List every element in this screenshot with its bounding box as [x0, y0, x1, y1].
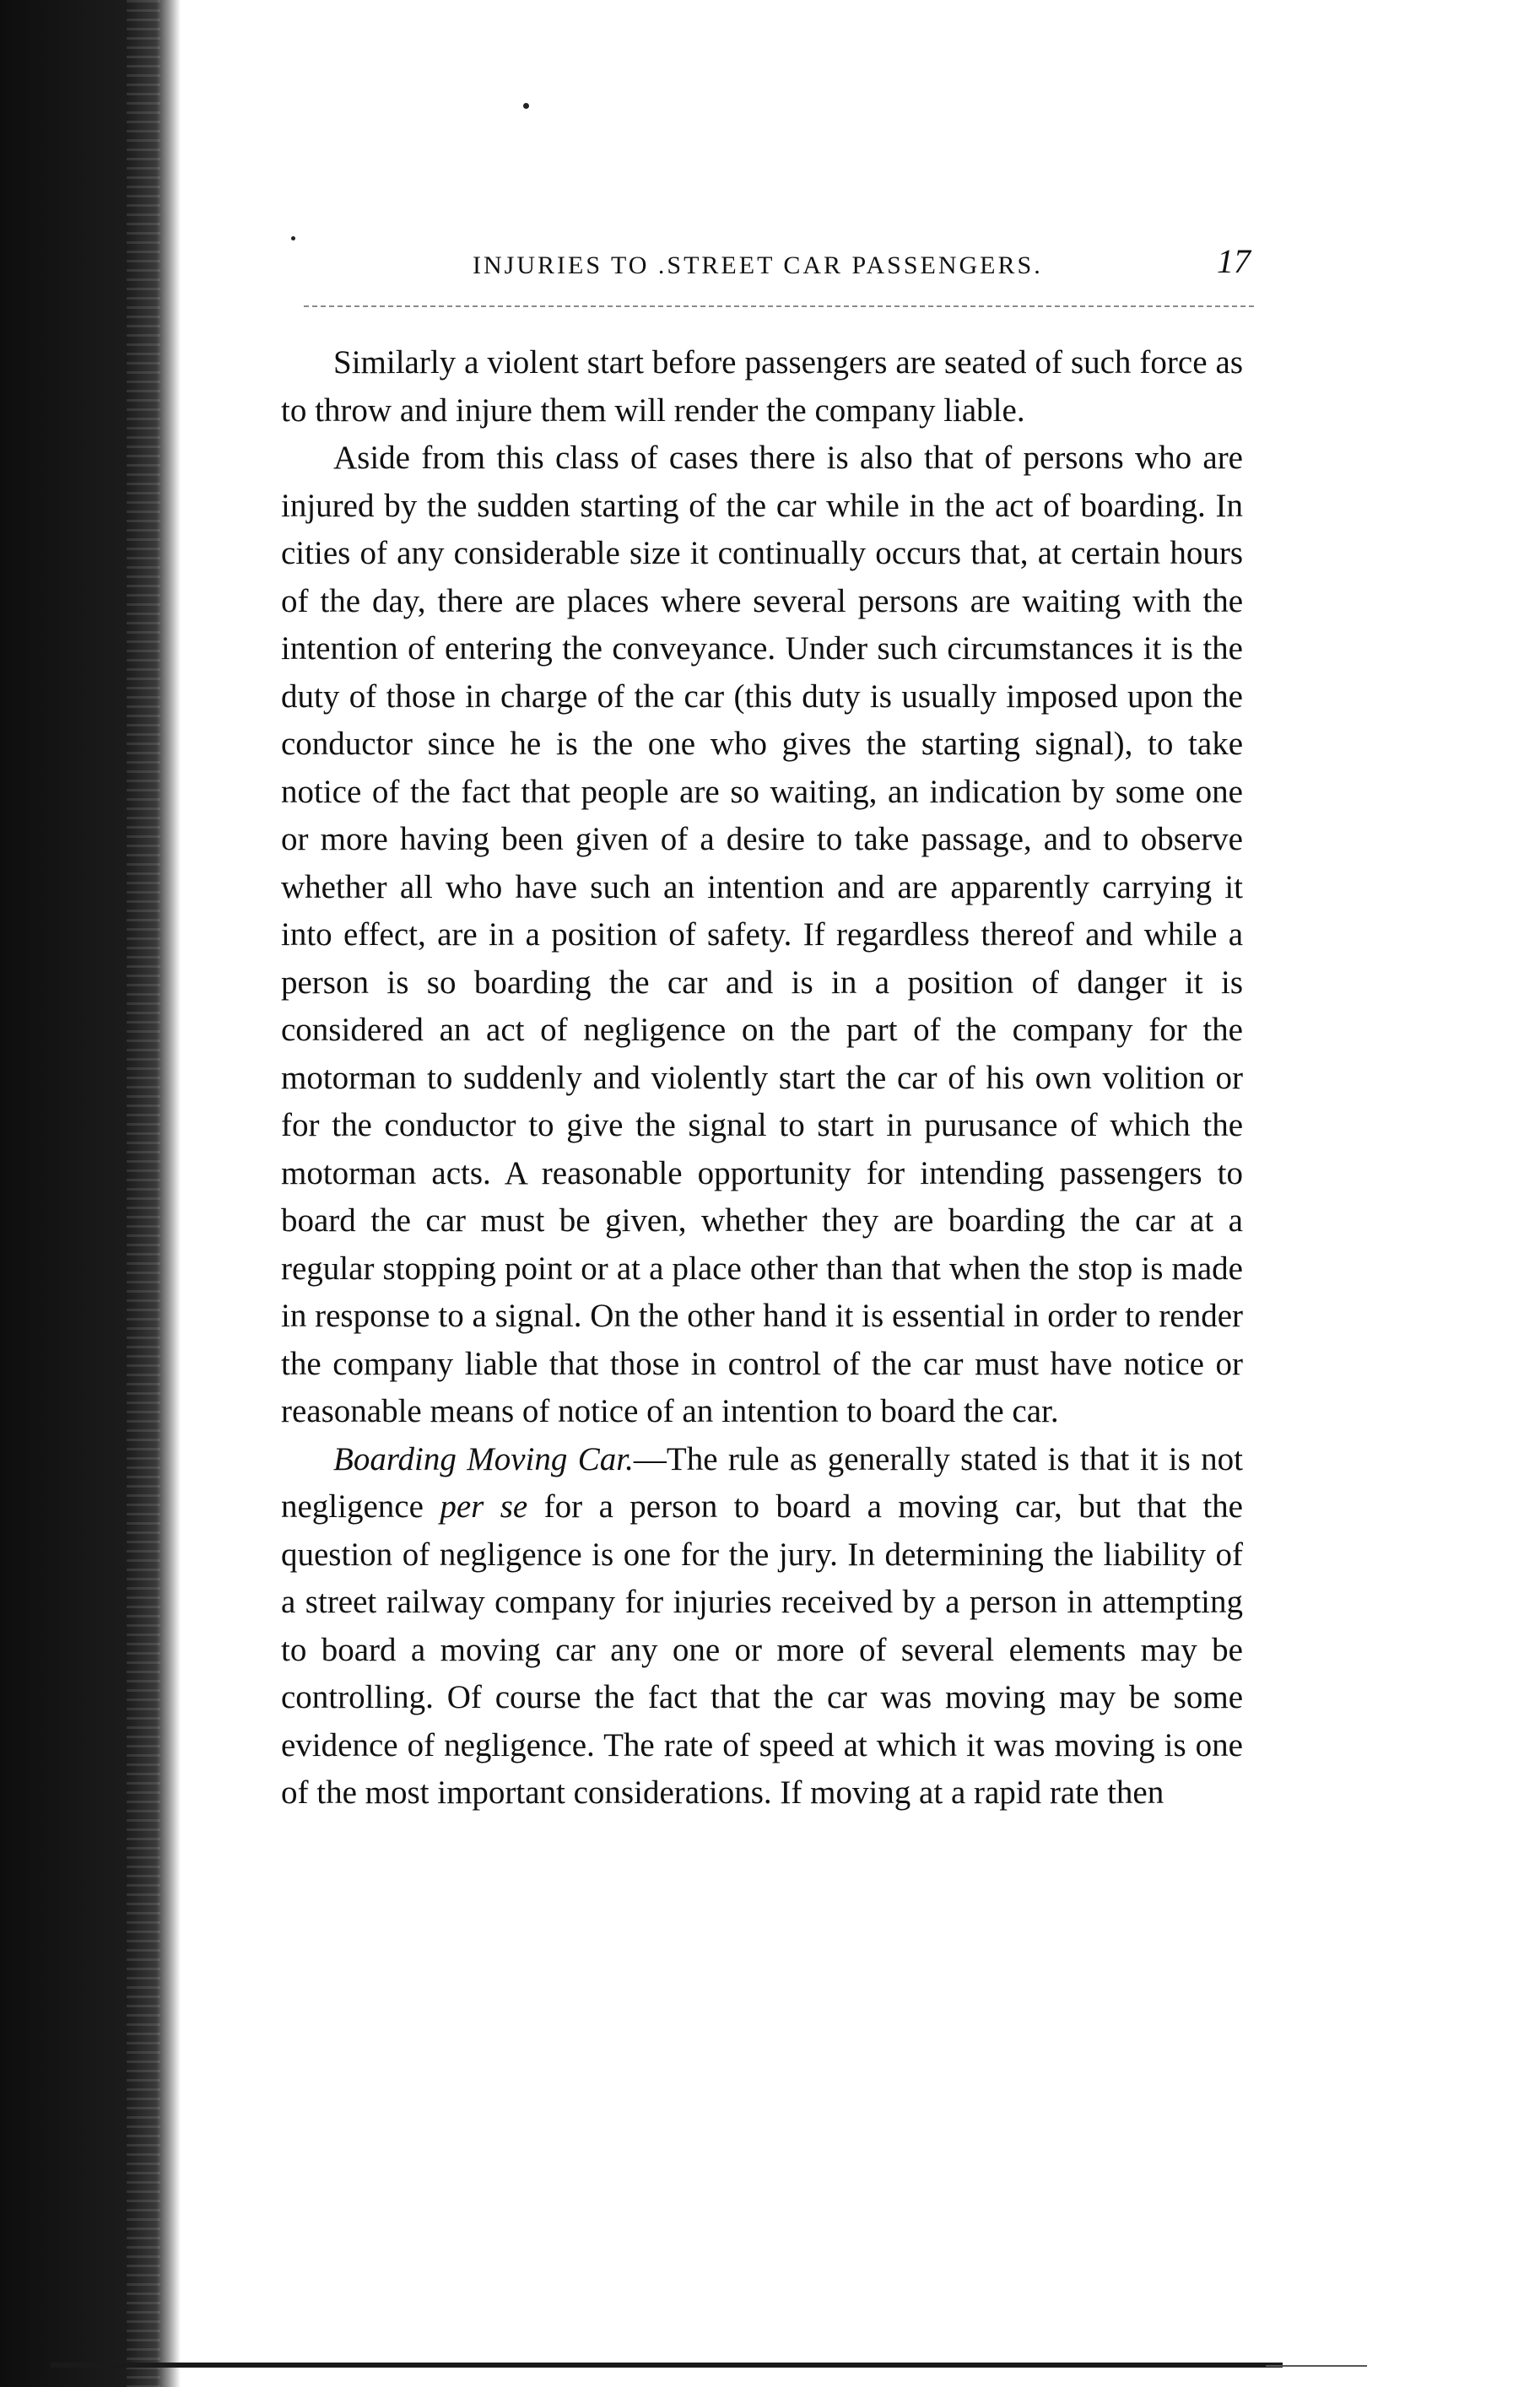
latin-term: per se [440, 1488, 528, 1525]
paragraph-2: Aside from this class of cases there is also that of persons who are injured by the sudden starting of the car while in the act of boarding. In cities of any considerable size it continually occurs that, at certain hours of the day, there are places where several persons are waiting with the intention of entering the conveyance. Under such circumstances it is the duty of those in charge of the car (this duty is usually imposed upon the conductor since he is the one who gives the starting signal), to take notice of the fact that people are so waiting, an indication by some one or more having been given of a desire to take passage, and to observe whether all who have such an intention and are apparently carrying it into effect, are in a position of safety. If regardless thereof and while a person is so boarding the car and is in a position of danger it is considered an act of negligence on the part of the company for the motorman to suddenly and violently start the car of his own volition or for the conductor to give the signal to start in purusance of which the motorman acts. A reasonable opportunity for intending passengers to board the car must be given, whether they are boarding the car at a regular stopping point or at a place other than that when the stop is made in response to a signal. On the other hand it is essential in order to render the company liable that those in control of the car must have notice or reasonable means of notice of an intention to board the car. [281, 440, 1243, 1429]
section-heading-boarding-moving-car: Boarding Moving Car. [333, 1440, 634, 1477]
scan-bottom-edge [51, 2363, 1283, 2368]
scan-speck [291, 236, 295, 240]
paragraph-3-text-a: —The rule as generally stated is that it is not negligence [281, 1440, 1243, 1525]
paragraph-1: Similarly a violent start before passengers are seated of such force as to throw and injure them will render the company liable. [281, 344, 1243, 429]
scan-speck [523, 103, 529, 109]
paragraph-3 [281, 1436, 1243, 1817]
paragraph-3-text-b: for a person to board a moving car, but that the question of negligence is one for the jury. In determining the liability of a street railway company for injuries received by a person in attempting to board a moving car any one or more of several elements may be controlling. Of course the fact that the car was moving may be some evidence of negligence. The rate of speed at which it was moving is one of the most important considerations. If moving at a rapid rate then [281, 1488, 1243, 1811]
scan-binding-edge [0, 0, 181, 2387]
scan-bottom-edge-thin [1266, 2365, 1367, 2367]
header-rule [304, 305, 1254, 307]
running-title: INJURIES TO .STREET CAR PASSENGERS. [473, 251, 1043, 279]
page-number: 17 [1217, 242, 1251, 280]
body-text [281, 339, 1243, 1817]
